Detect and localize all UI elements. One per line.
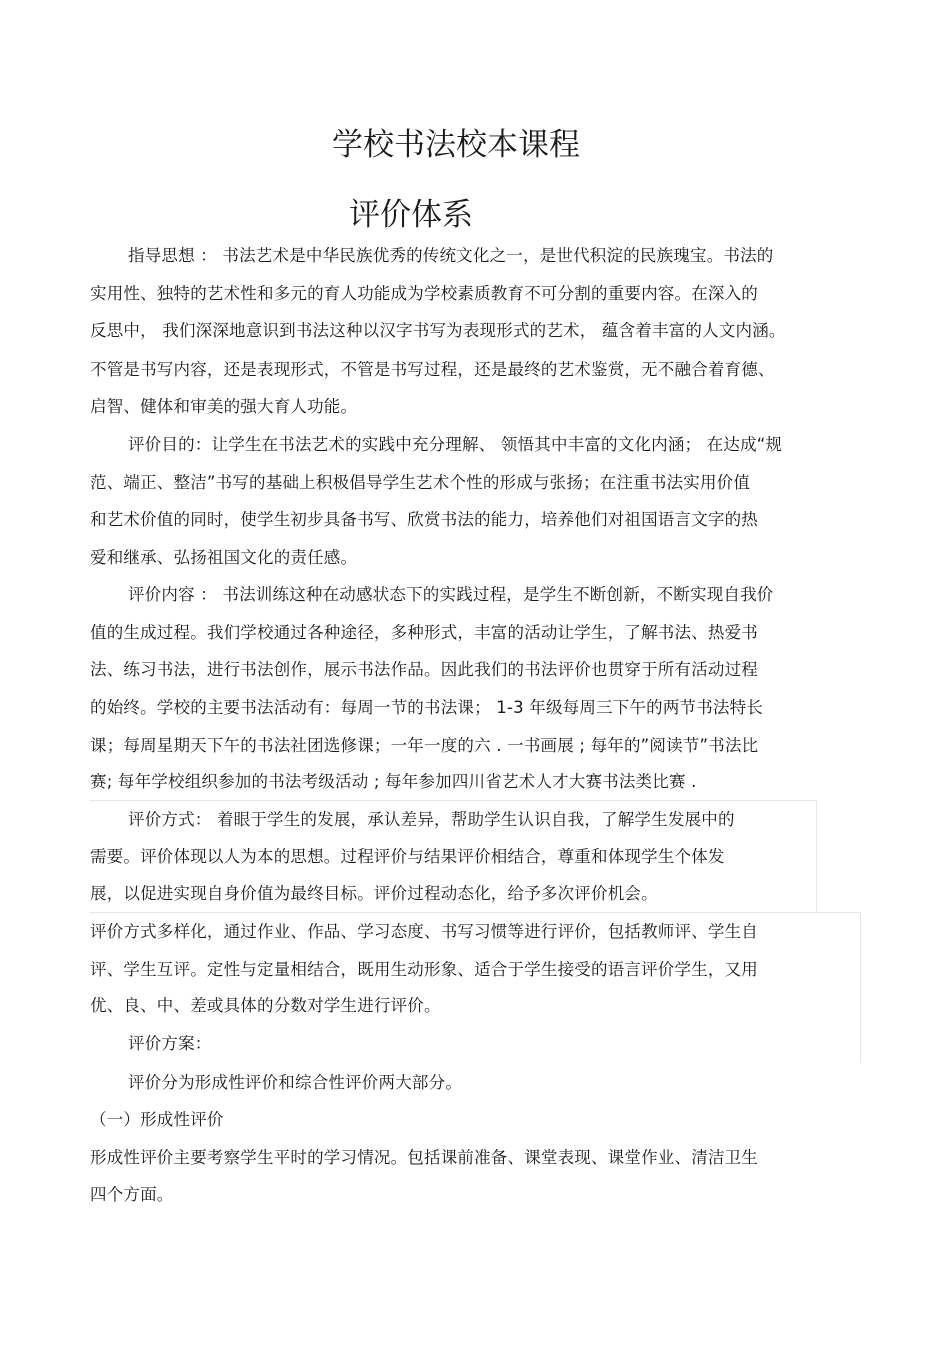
paragraph-line: 评价方式多样化，通过作业、作品、学习态度、书写习惯等进行评价，包括教师评、学生自 — [90, 922, 758, 941]
paragraph-line: 形成性评价主要考察学生平时的学习情况。包括课前准备、课堂表现、课堂作业、清洁卫生 — [90, 1148, 758, 1167]
paragraph-line: 不管是书写内容，还是表现形式，不管是书写过程，还是最终的艺术鉴赏，无不融合着育德、 — [90, 360, 775, 379]
paragraph-line: 展，以促进实现自身价值为最终目标。评价过程动态化，给予多次评价机会。 — [90, 884, 658, 903]
paragraph-line: 的始终。学校的主要书法活动有：每周一节的书法课； 1-3 年级每周三下午的两节书法特长 — [90, 698, 764, 717]
document-title-line-1: 学校书法校本课程 — [332, 127, 580, 163]
paragraph-line: 评、学生互评。定性与定量相结合，既用生动形象、适合于学生接受的语言评价学生，又用 — [90, 960, 758, 979]
paragraph-line: 赛; 每年学校组织参加的书法考级活动 ; 每年参加四川省艺术人才大赛书法类比赛 . — [90, 772, 697, 791]
paragraph-line: 评价方案： — [128, 1034, 212, 1053]
paragraph-line: 爱和继承、弘扬祖国文化的责任感。 — [90, 548, 358, 567]
paragraph-line: 启智、健体和审美的强大育人功能。 — [90, 397, 358, 416]
paragraph-line: 范、端正、整洁”书写的基础上积极倡导学生艺术个性的形成与张扬；在注重书法实用价值 — [90, 473, 751, 492]
section-heading: （一）形成性评价 — [90, 1110, 224, 1129]
document-title-line-2: 评价体系 — [349, 197, 473, 233]
paragraph-line: 反思中， 我们深深地意识到书法这种以汉字书写为表现形式的艺术， 蕴含着丰富的人文内涵。 — [90, 321, 786, 340]
paragraph-line: 和艺术价值的同时，使学生初步具备书写、欣赏书法的能力，培养他们对祖国语言文字的热 — [90, 510, 758, 529]
paragraph-line: 法、练习书法，进行书法创作，展示书法作品。因此我们的书法评价也贯穿于所有活动过程 — [90, 660, 758, 679]
paragraph-line: 评价目的：让学生在书法艺术的实践中充分理解、 领悟其中丰富的文化内涵； 在达成“规 — [128, 435, 783, 454]
paragraph-line: 课；每周星期天下午的书法社团选修课；一年一度的六 . 一书画展 ; 每年的”阅读节”书法比 — [90, 736, 759, 755]
paragraph-line: 评价方式： 着眼于学生的发展，承认差异，帮助学生认识自我，了解学生发展中的 — [128, 810, 735, 829]
paragraph-line: 优、良、中、差或具体的分数对学生进行评价。 — [90, 996, 441, 1015]
paragraph-line: 需要。评价体现以人为本的思想。过程评价与结果评价相结合，尊重和体现学生个体发 — [90, 847, 725, 866]
paragraph-line: 评价分为形成性评价和综合性评价两大部分。 — [128, 1073, 462, 1092]
paragraph-line: 四个方面。 — [90, 1185, 174, 1204]
paragraph-line: 值的生成过程。我们学校通过各种途径，多种形式，丰富的活动让学生，了解书法、热爱书 — [90, 623, 758, 642]
paragraph-line: 实用性、独特的艺术性和多元的育人功能成为学校素质教育不可分割的重要内容。在深入的 — [90, 284, 758, 303]
paragraph-line: 评价内容 ： 书法训练这种在动感状态下的实践过程，是学生不断创新，不断实现自我价 — [128, 585, 774, 604]
paragraph-line: 指导思想 ： 书法艺术是中华民族优秀的传统文化之一，是世代积淀的民族瑰宝。书法的 — [128, 246, 774, 265]
